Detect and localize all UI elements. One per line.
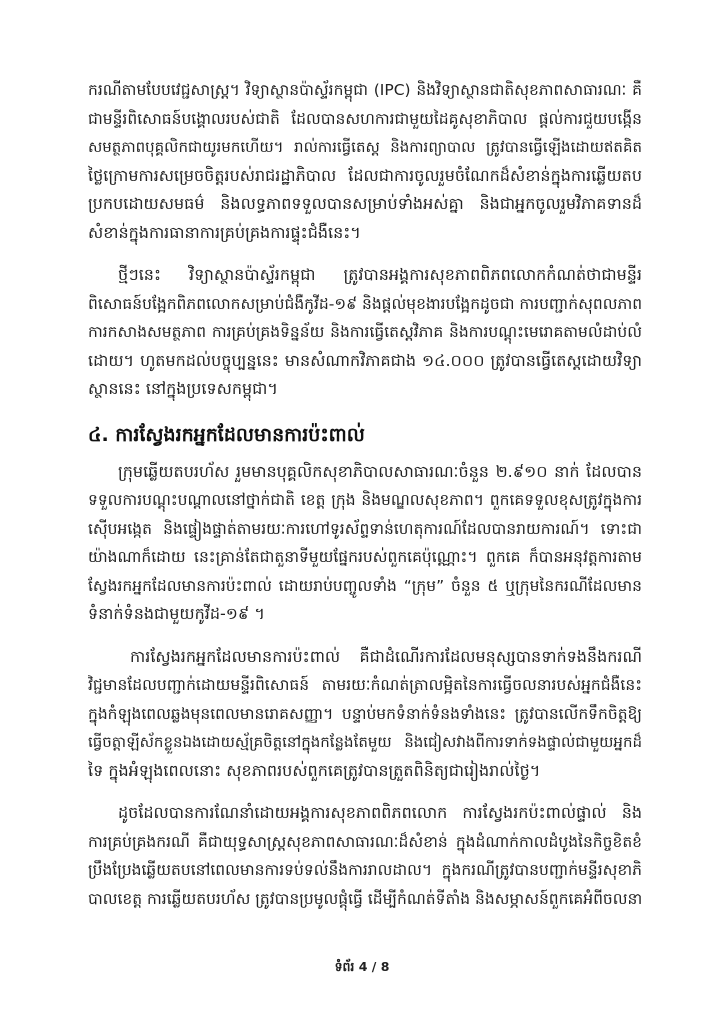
text-line: ប្រកបដោយសមធម៌ និងលទ្ធភាពទទួលបានសម្រាប់ទាំងអស់គ្នា និងជាអ្នកចូលរួមវិភាគទានដ៏ [88, 194, 642, 213]
text-line: សំខាន់ក្នុងការធានាការគ្រប់គ្រងការផ្ទុះជំងឺនេះ។ [88, 222, 361, 242]
paragraph [88, 799, 642, 913]
text-line: វិជ្ជមានដែលបញ្ជាក់ដោយមន្ទីរពិសោធន៍ តាមរយៈកំណត់ត្រាលម្អិតនៃការធ្វើចលនារបស់អ្នកជំងឺនេះ [88, 676, 642, 694]
text-line: សមត្ថភាពបុគ្គលិកជាយូរមកហើយ។ រាល់ការធ្វើតេស្ត និងការព្យាបាល ត្រូវបានធ្វើឡើងដោយឥតគិត [88, 138, 642, 156]
paragraph [88, 261, 642, 404]
text-line: ដូចដែលបានការណែនាំដោយអង្គការសុខភាពពិភពលោក ការស្វែងរកប៉ះពាល់ផ្ទាល់ និង [118, 803, 642, 822]
document-body [88, 76, 642, 913]
text-line: ធ្វើចត្តាឡីស័កខ្លួនឯងដោយស្ម័គ្រចិត្តនៅក្នុងកន្លែងតែមួយ និងជៀសវាងពីការទាក់ទងផ្ទាល់ជាមួយអ្នកដ៏ [88, 733, 642, 751]
paragraph [88, 76, 642, 247]
page-number: ទំព័រ 4 / 8 [334, 959, 390, 974]
text-line: ក្រុមឆ្លើយតបរហ័ស រួមមានបុគ្គលិកសុខាភិបាលសាធារណៈចំនួន ២.៩១០ នាក់ ដែលបាន [118, 461, 642, 481]
text-line: បាលខេត្ត ការឆ្លើយតបរហ័ស ត្រូវបានប្រមូលផ្តុំធ្វើ ដើម្បីកំណត់ទីតាំង និងសម្ភាសន៍ពួកគេអំពីចលនា [88, 889, 642, 908]
section-heading: ៤. ការស្វែងរកអ្នកដែលមានការប៉ះពាល់ [88, 423, 365, 446]
text-line: ពិសោធន៍បង្អែកពិភពលោកសម្រាប់ជំងឺកូវីដ-១៩ និងផ្តល់មុខងារបង្អែកដូចជា ការបញ្ជាក់សុពលភាព [88, 294, 642, 313]
text-line: ជាមន្ទីរពិសោធន៍បង្គោលរបស់ជាតិ ដែលបានសហការជាមួយដៃគូសុខាភិបាល ផ្តល់ការជួយបង្កើន [88, 109, 642, 128]
text-line: ស្វែងរកអ្នកដែលមានការប៉ះពាល់ ដោយរាប់បញ្ចូលទាំង “ក្រុម” ចំនួន ៥ ឬក្រុមនៃករណីដែលមាន [88, 576, 642, 595]
text-line: ថ្លៃក្រោមការសម្រេចចិត្តរបស់រាជរដ្ឋាភិបាល ដែលជាការចូលរួមចំណែកដ៏សំខាន់ក្នុងការឆ្លើយតប [88, 165, 642, 185]
text-line: ករណីតាមបែបវេជ្ជសាស្ត្រ។ វិទ្យាស្ថានប៉ាស្ទ័រកម្ពុជា (IPC) និងវិទ្យាស្ថានជាតិសុខភាពសាធារណៈ គឺ [88, 81, 642, 99]
text-line: ការកសាងសមត្ថភាព ការគ្រប់គ្រងទិន្នន័យ និងការធ្វើតេស្តវិភាគ និងការបណ្តុះមេរោគតាមលំដាប់លំ [88, 323, 642, 341]
text-line: ថ្មីៗនេះ វិទ្យាស្ថានប៉ាស្ទ័រកម្ពុជា ត្រូវបានអង្គការសុខភាពពិភពលោកកំណត់ថាជាមន្ទីរ [118, 265, 642, 284]
text-line: ទៃ ក្នុងអំឡុងពេលនោះ សុខភាពរបស់ពួកគេត្រូវបានត្រួតពិនិត្យជារៀងរាល់ថ្ងៃ។ [88, 760, 541, 780]
paragraph [88, 458, 642, 629]
text-line: ទទួលការបណ្តុះបណ្តាលនៅថ្នាក់ជាតិ ខេត្ត ក្រុង និងមណ្ឌលសុខភាព។ ពួកគេទទួលខុសត្រូវក្នុងការ [88, 491, 642, 509]
text-line: ស៊ើបអង្កេត និងផ្ទៀងផ្ទាត់តាមរយៈការហៅទូរស័ព្ទទាន់ហេតុការណ៍ដែលបានរាយការណ៍។ ទោះជា [88, 519, 642, 538]
text-line: ទំនាក់ទំនងជាមួយកូវីដ-១៩ ។ [88, 604, 265, 623]
paragraph [88, 643, 642, 786]
text-line: ស្ថាននេះ នៅក្នុងប្រទេសកម្ពុជា។ [88, 379, 278, 398]
text-line: ដោយ។ ហូតមកដល់បច្ចុប្បន្ននេះ មានសំណាកវិភាគជាង ១៤.០០០ ត្រូវបានធ្វើតេស្តដោយវិទ្យា [88, 350, 642, 370]
text-line: យ៉ាងណាក៏ដោយ នេះគ្រាន់តែជាតួនាទីមួយផ្នែករបស់ពួកគេប៉ុណ្ណោះ។ ពួកគេ ក៏បានអនុវត្តការតាម [88, 548, 642, 566]
text-line: ការគ្រប់គ្រងករណី គឺជាយុទ្ធសាស្ត្រសុខភាពសាធារណៈដ៏សំខាន់ ក្នុងដំណាក់កាលដំបូងនៃកិច្ចខិតខំ [88, 832, 642, 851]
text-line: ការស្វែងរកអ្នកដែលមានការប៉ះពាល់ គឺជាដំណើរការដែលមនុស្សបានទាក់ទងនឹងករណី [130, 646, 642, 666]
text-line: ប្រឹងប្រែងឆ្លើយតបនៅពេលមានការទប់ទល់នឹងការរាលដាល។ ក្នុងករណីត្រូវបានបញ្ជាក់មន្ទីរសុខាភិ [88, 861, 642, 879]
text-line: ក្នុងកំឡុងពេលឆ្លងមុនពេលមានរោគសញ្ញា។ បន្ទាប់មកទំនាក់ទំនងទាំងនេះ ត្រូវបានលើកទឹកចិត្តឱ្យ [88, 704, 642, 723]
